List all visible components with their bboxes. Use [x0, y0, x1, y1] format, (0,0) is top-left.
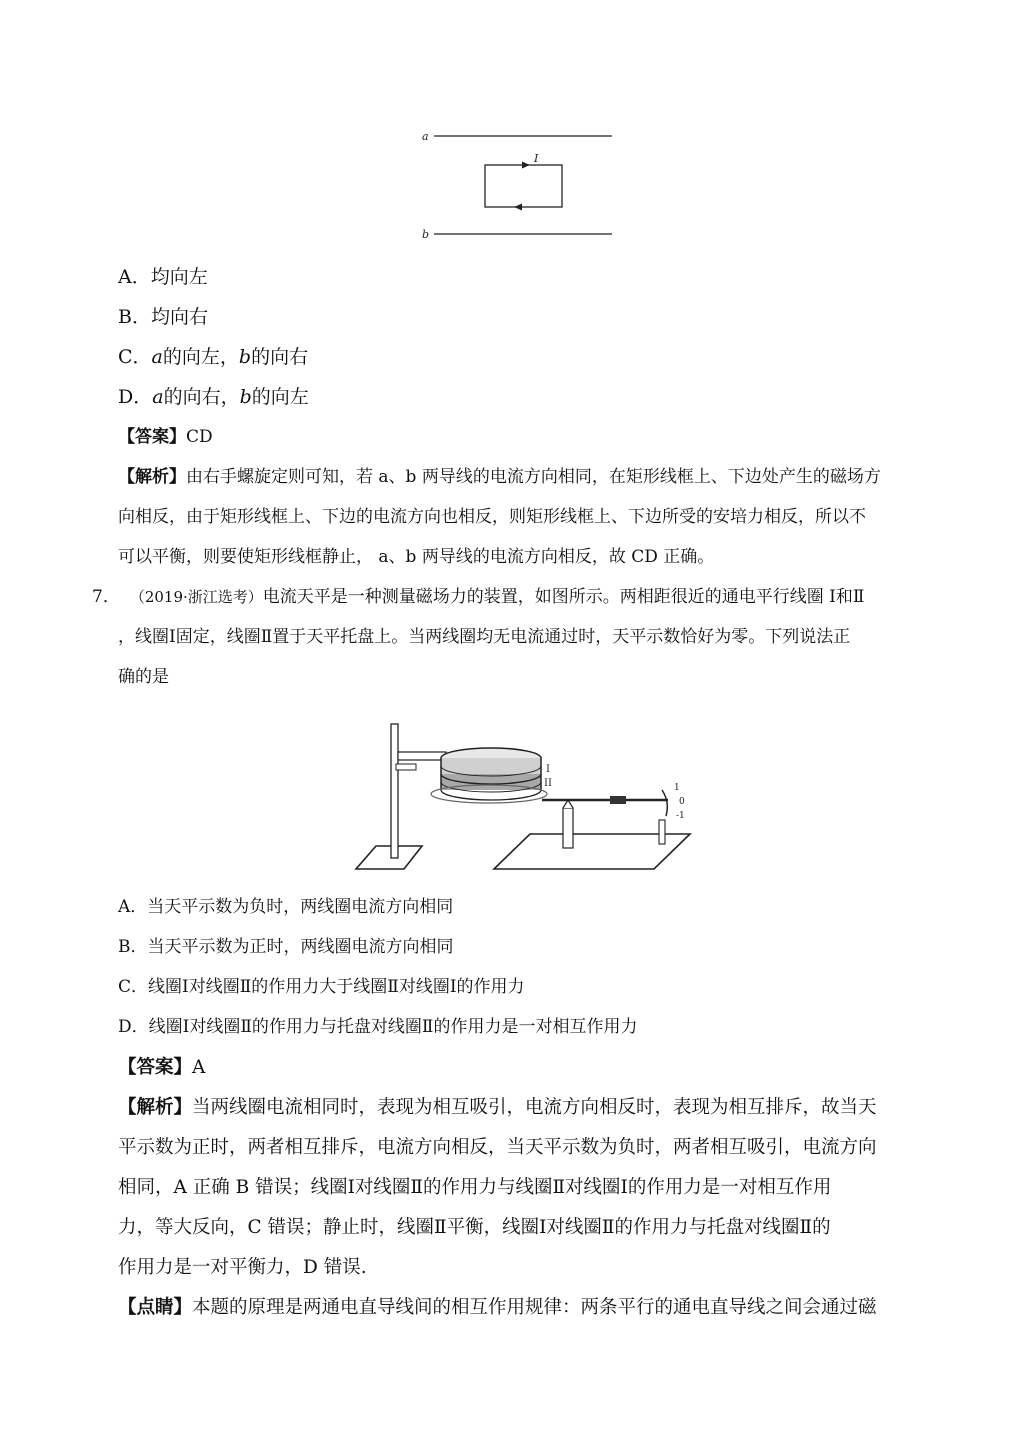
balance-scale — [662, 790, 667, 816]
q7-remark-line-1 — [118, 1299, 877, 1318]
q7-option-c: C．线圈Ⅰ对线圈Ⅱ的作用力大于线圈Ⅱ对线圈Ⅰ的作用力 — [118, 977, 525, 997]
answer-tag: 【答案】 — [118, 1057, 193, 1078]
stem-text: 电流天平是一种测量磁场力的装置，如图所示。两相距很近的通电平行线圈 Ⅰ和Ⅱ — [262, 587, 865, 607]
q7-stem-line-3: 确的是 — [118, 667, 169, 687]
option-label: B． — [118, 306, 151, 328]
answer-tag: 【答案】 — [118, 427, 186, 447]
q7-stem-line-2: ，线圈Ⅰ固定，线圈Ⅱ置于天平托盘上。当两线圈均无电流通过时，天平示数恰好为零。下列说法正 — [118, 627, 851, 647]
q7-analysis-line-3: 相同，A 正确 B 错误；线圈Ⅰ对线圈Ⅱ的作用力与线圈Ⅱ对线圈Ⅰ的作用力是一对相互作用 — [118, 1177, 832, 1198]
q7-analysis-line-5: 作用力是一对平衡力，D 错误. — [118, 1257, 367, 1278]
q7-analysis-line-4: 力，等大反向，C 错误；静止时，线圈Ⅱ平衡，线圈Ⅰ对线圈Ⅱ的作用力与托盘对线圈Ⅱ的 — [118, 1217, 831, 1238]
current-balance-figure — [352, 714, 702, 874]
q7-analysis-line-1 — [118, 1099, 877, 1118]
coil-2-label: II — [544, 778, 552, 789]
option-label: C． — [118, 346, 152, 368]
q6-option-d — [118, 388, 309, 407]
answer-value: A — [192, 1057, 206, 1078]
stand-rod — [391, 724, 398, 858]
q6-analysis-line-2: 向相反，由于矩形线框上、下边的电流方向也相反，则矩形线框上、下边所受的安培力相反，所以不 — [118, 507, 866, 527]
stand-base — [356, 846, 422, 869]
q6-answer — [118, 429, 213, 446]
question-source: （2019·浙江选考） — [129, 588, 263, 606]
current-arrow-top — [522, 162, 530, 169]
analysis-tag: 【解析】 — [118, 1097, 193, 1118]
q6-analysis-line-1 — [118, 469, 881, 486]
wire-a-label: a — [422, 130, 429, 143]
current-label: I — [534, 152, 539, 165]
q6-option-c — [118, 348, 308, 367]
option-text: 均向左 — [150, 266, 208, 288]
pivot-post — [563, 808, 573, 848]
q7-stem-line-1 — [92, 589, 864, 606]
q7-option-b: B．当天平示数为正时，两线圈电流方向相同 — [118, 937, 454, 957]
wire-b-label: b — [422, 228, 430, 241]
option-label: A． — [118, 266, 151, 288]
stand-clamp — [396, 764, 416, 770]
rectangular-loop — [485, 165, 562, 207]
var-b: b — [238, 346, 252, 368]
scale-label-bottom: -1 — [676, 811, 685, 821]
q7-option-d: D．线圈Ⅰ对线圈Ⅱ的作用力与托盘对线圈Ⅱ的作用力是一对相互作用力 — [118, 1017, 638, 1037]
q6-option-a — [118, 268, 208, 287]
wire-loop-figure — [410, 120, 630, 250]
var-b: b — [239, 386, 252, 408]
option-text: 均向右 — [150, 306, 208, 328]
question-number: 7． — [92, 587, 120, 607]
current-arrow-bottom — [514, 204, 522, 211]
coil-1-label: I — [546, 764, 550, 775]
analysis-text: 当两线圈电流相同时，表现为相互吸引，电流方向相反时，表现为相互排斥，故当天 — [192, 1097, 877, 1118]
var-a: a — [151, 346, 163, 368]
answer-value: CD — [186, 427, 213, 447]
q7-option-a: A．当天平示数为负时，两线圈电流方向相同 — [118, 897, 454, 917]
option-text: 的向右 — [251, 346, 309, 368]
remark-tag: 【点睛】 — [118, 1297, 193, 1318]
q7-analysis-line-2: 平示数为正时，两者相互排斥，电流方向相反，当天平示数为负时，两者相互吸引，电流方向 — [118, 1137, 877, 1158]
var-a: a — [152, 386, 164, 408]
analysis-text: 由右手螺旋定则可知，若 a、b 两导线的电流方向相同，在矩形线框上、下边处产生的磁场方 — [186, 467, 881, 487]
scale-label-top: 1 — [674, 783, 680, 793]
option-text: 的向左， — [162, 346, 239, 368]
scale-label-mid: 0 — [679, 797, 685, 807]
analysis-tag: 【解析】 — [118, 467, 186, 487]
scale-post — [659, 820, 665, 844]
q6-analysis-line-3: 可以平衡，则要使矩形线框静止， a、b 两导线的电流方向相反，故 CD 正确。 — [118, 547, 715, 567]
option-text: 的向左 — [251, 386, 309, 408]
stand-arm — [398, 752, 446, 760]
option-label: D． — [118, 386, 153, 408]
remark-text: 本题的原理是两通电直导线间的相互作用规律：两条平行的通电直导线之间会通过磁 — [192, 1297, 877, 1318]
q6-option-b — [118, 308, 208, 327]
q7-answer — [118, 1059, 205, 1078]
coil-1-side — [441, 758, 541, 774]
option-text: 的向右， — [163, 386, 240, 408]
counterweight — [610, 796, 626, 804]
